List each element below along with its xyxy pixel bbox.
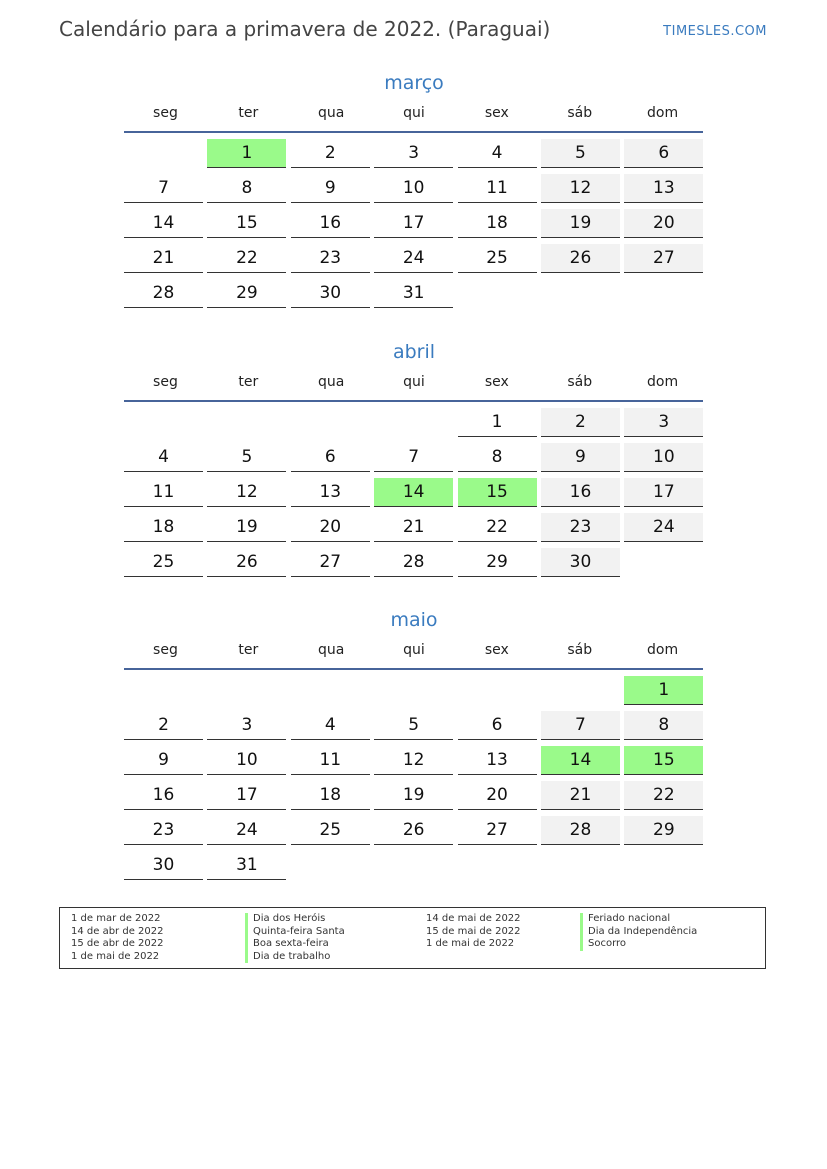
- day-cell[interactable]: 18: [291, 781, 370, 810]
- day-cell[interactable]: 5: [541, 139, 620, 168]
- day-cell[interactable]: 23: [291, 244, 370, 273]
- day-cell[interactable]: 11: [458, 174, 537, 203]
- day-cell[interactable]: 21: [374, 513, 453, 542]
- empty-cell: [124, 676, 203, 705]
- legend-entry: Feriado nacional: [580, 913, 697, 926]
- empty-cell: [541, 676, 620, 705]
- day-cell[interactable]: 18: [124, 513, 203, 542]
- empty-cell: [124, 139, 203, 168]
- page-title: Calendário para a primavera de 2022. (Paraguai): [59, 17, 551, 41]
- day-cell[interactable]: 13: [624, 174, 703, 203]
- day-cell[interactable]: 3: [207, 711, 286, 740]
- month-march: [124, 69, 704, 308]
- month-may: [124, 606, 704, 880]
- day-cell[interactable]: 17: [207, 781, 286, 810]
- days-grid: [124, 676, 704, 880]
- weekday-label: seg: [153, 642, 178, 658]
- day-cell[interactable]: 22: [458, 513, 537, 542]
- day-cell[interactable]: 19: [541, 209, 620, 238]
- weekday-label: ter: [238, 642, 259, 658]
- day-cell[interactable]: 7: [541, 711, 620, 740]
- days-grid: [124, 408, 704, 577]
- legend-entry: Dia dos Heróis: [245, 913, 345, 926]
- legend-entry: Socorro: [580, 938, 697, 951]
- weekday-label: qui: [403, 105, 425, 121]
- day-cell[interactable]: 12: [541, 174, 620, 203]
- day-cell[interactable]: 22: [207, 244, 286, 273]
- day-cell[interactable]: 19: [207, 513, 286, 542]
- day-cell[interactable]: 3: [374, 139, 453, 168]
- weekday-label: sáb: [567, 642, 593, 658]
- legend-entry: Dia da Independência: [580, 926, 697, 939]
- day-cell[interactable]: 5: [374, 711, 453, 740]
- day-cell[interactable]: 4: [124, 443, 203, 472]
- days-grid: [124, 139, 704, 308]
- empty-cell: [291, 676, 370, 705]
- legend-entry: 14 de abr de 2022: [71, 925, 164, 937]
- day-cell[interactable]: 3: [624, 408, 703, 437]
- day-cell[interactable]: 17: [374, 209, 453, 238]
- day-cell[interactable]: 26: [541, 244, 620, 273]
- legend-entry: Quinta-feira Santa: [245, 926, 345, 939]
- weekday-header: [124, 101, 704, 125]
- weekday-label: dom: [647, 374, 679, 390]
- day-cell[interactable]: 12: [374, 746, 453, 775]
- day-cell[interactable]: 16: [541, 478, 620, 507]
- day-cell[interactable]: 25: [458, 244, 537, 273]
- legend-entry: 1 de mai de 2022: [426, 938, 515, 950]
- weekday-label: qua: [317, 374, 345, 390]
- day-cell[interactable]: 30: [124, 851, 203, 880]
- day-cell[interactable]: 27: [458, 816, 537, 845]
- day-cell[interactable]: 9: [291, 174, 370, 203]
- legend-entry: 1 de mai de 2022: [71, 950, 160, 962]
- day-cell[interactable]: 1: [458, 408, 537, 437]
- day-cell[interactable]: 13: [291, 478, 370, 507]
- empty-cell: [374, 408, 453, 437]
- day-cell[interactable]: 20: [458, 781, 537, 810]
- day-cell[interactable]: 10: [374, 174, 453, 203]
- day-cell[interactable]: 30: [541, 548, 620, 577]
- day-cell[interactable]: 16: [124, 781, 203, 810]
- weekday-header: [124, 638, 704, 662]
- weekday-label: sex: [484, 374, 509, 390]
- day-cell[interactable]: 11: [124, 478, 203, 507]
- day-cell[interactable]: 6: [291, 443, 370, 472]
- month-title: maio: [390, 609, 438, 631]
- day-cell[interactable]: 11: [291, 746, 370, 775]
- day-cell[interactable]: 10: [207, 746, 286, 775]
- empty-cell: [458, 676, 537, 705]
- legend-entry: Dia de trabalho: [245, 951, 345, 964]
- day-cell[interactable]: 23: [541, 513, 620, 542]
- day-cell[interactable]: 24: [374, 244, 453, 273]
- weekday-label: qua: [317, 105, 345, 121]
- day-cell[interactable]: 29: [458, 548, 537, 577]
- day-cell[interactable]: 9: [124, 746, 203, 775]
- day-cell[interactable]: 8: [458, 443, 537, 472]
- day-cell[interactable]: 16: [291, 209, 370, 238]
- day-cell[interactable]: 20: [291, 513, 370, 542]
- day-cell[interactable]: 6: [458, 711, 537, 740]
- empty-cell: [291, 408, 370, 437]
- empty-cell: [374, 676, 453, 705]
- holiday-day-cell[interactable]: 14: [374, 478, 453, 507]
- header-divider: [124, 668, 703, 670]
- holiday-day-cell[interactable]: 14: [541, 746, 620, 775]
- holiday-day-cell[interactable]: 15: [624, 746, 703, 775]
- weekday-label: dom: [647, 105, 679, 121]
- day-cell[interactable]: 15: [207, 209, 286, 238]
- day-cell[interactable]: 9: [541, 443, 620, 472]
- day-cell[interactable]: 25: [291, 816, 370, 845]
- holiday-day-cell[interactable]: 1: [207, 139, 286, 168]
- day-cell[interactable]: 2: [541, 408, 620, 437]
- day-cell[interactable]: 30: [291, 279, 370, 308]
- day-cell[interactable]: 8: [207, 174, 286, 203]
- legend-entry: 14 de mai de 2022: [426, 913, 521, 924]
- month-title: março: [384, 72, 444, 94]
- day-cell[interactable]: 14: [124, 209, 203, 238]
- day-cell[interactable]: 7: [374, 443, 453, 472]
- legend-entry: Boa sexta-feira: [245, 938, 345, 951]
- month-april: [124, 338, 704, 577]
- day-cell[interactable]: 28: [374, 548, 453, 577]
- day-cell[interactable]: 13: [458, 746, 537, 775]
- weekday-label: qui: [403, 374, 425, 390]
- day-cell[interactable]: 21: [541, 781, 620, 810]
- day-cell[interactable]: 17: [624, 478, 703, 507]
- day-cell[interactable]: 28: [124, 279, 203, 308]
- day-cell[interactable]: 26: [374, 816, 453, 845]
- empty-cell: [207, 408, 286, 437]
- day-cell[interactable]: 29: [624, 816, 703, 845]
- legend-names-left: [245, 913, 345, 963]
- day-cell[interactable]: 23: [124, 816, 203, 845]
- weekday-header: [124, 370, 704, 394]
- empty-cell: [207, 676, 286, 705]
- day-cell[interactable]: 6: [624, 139, 703, 168]
- day-cell[interactable]: 31: [207, 851, 286, 880]
- day-cell[interactable]: 31: [374, 279, 453, 308]
- day-cell[interactable]: 8: [624, 711, 703, 740]
- day-cell[interactable]: 19: [374, 781, 453, 810]
- month-title: abril: [392, 341, 436, 363]
- day-cell[interactable]: 2: [291, 139, 370, 168]
- weekday-label: dom: [647, 642, 679, 658]
- day-cell[interactable]: 4: [291, 711, 370, 740]
- weekday-label: sáb: [567, 374, 593, 390]
- day-cell[interactable]: 4: [458, 139, 537, 168]
- day-cell[interactable]: 21: [124, 244, 203, 273]
- weekday-label: sex: [484, 642, 509, 658]
- weekday-label: qui: [403, 642, 425, 658]
- day-cell[interactable]: 7: [124, 174, 203, 203]
- legend-names-right: [580, 913, 697, 951]
- day-cell[interactable]: 12: [207, 478, 286, 507]
- holiday-day-cell[interactable]: 1: [624, 676, 703, 705]
- weekday-label: sex: [484, 105, 509, 121]
- holiday-legend: [59, 907, 766, 969]
- header-divider: [124, 400, 703, 402]
- day-cell[interactable]: 27: [291, 548, 370, 577]
- day-cell[interactable]: 29: [207, 279, 286, 308]
- day-cell[interactable]: 28: [541, 816, 620, 845]
- day-cell[interactable]: 25: [124, 548, 203, 577]
- day-cell[interactable]: 24: [207, 816, 286, 845]
- legend-entry: 1 de mar de 2022: [71, 913, 161, 924]
- day-cell[interactable]: 22: [624, 781, 703, 810]
- legend-entry: 15 de mai de 2022: [426, 925, 521, 937]
- day-cell[interactable]: 26: [207, 548, 286, 577]
- day-cell[interactable]: 20: [624, 209, 703, 238]
- weekday-label: ter: [238, 374, 259, 390]
- day-cell[interactable]: 2: [124, 711, 203, 740]
- weekday-label: ter: [238, 105, 259, 121]
- legend-dates-right: [426, 913, 521, 951]
- empty-cell: [124, 408, 203, 437]
- day-cell[interactable]: 27: [624, 244, 703, 273]
- legend-entry: 15 de abr de 2022: [71, 938, 164, 950]
- weekday-label: seg: [153, 105, 178, 121]
- header-divider: [124, 131, 703, 133]
- brand-logo[interactable]: TIMESLES.COM: [663, 24, 767, 39]
- day-cell[interactable]: 5: [207, 443, 286, 472]
- holiday-day-cell[interactable]: 15: [458, 478, 537, 507]
- weekday-label: seg: [153, 374, 178, 390]
- day-cell[interactable]: 18: [458, 209, 537, 238]
- day-cell[interactable]: 24: [624, 513, 703, 542]
- legend-dates-left: [71, 913, 163, 963]
- day-cell[interactable]: 10: [624, 443, 703, 472]
- weekday-label: qua: [317, 642, 345, 658]
- weekday-label: sáb: [567, 105, 593, 121]
